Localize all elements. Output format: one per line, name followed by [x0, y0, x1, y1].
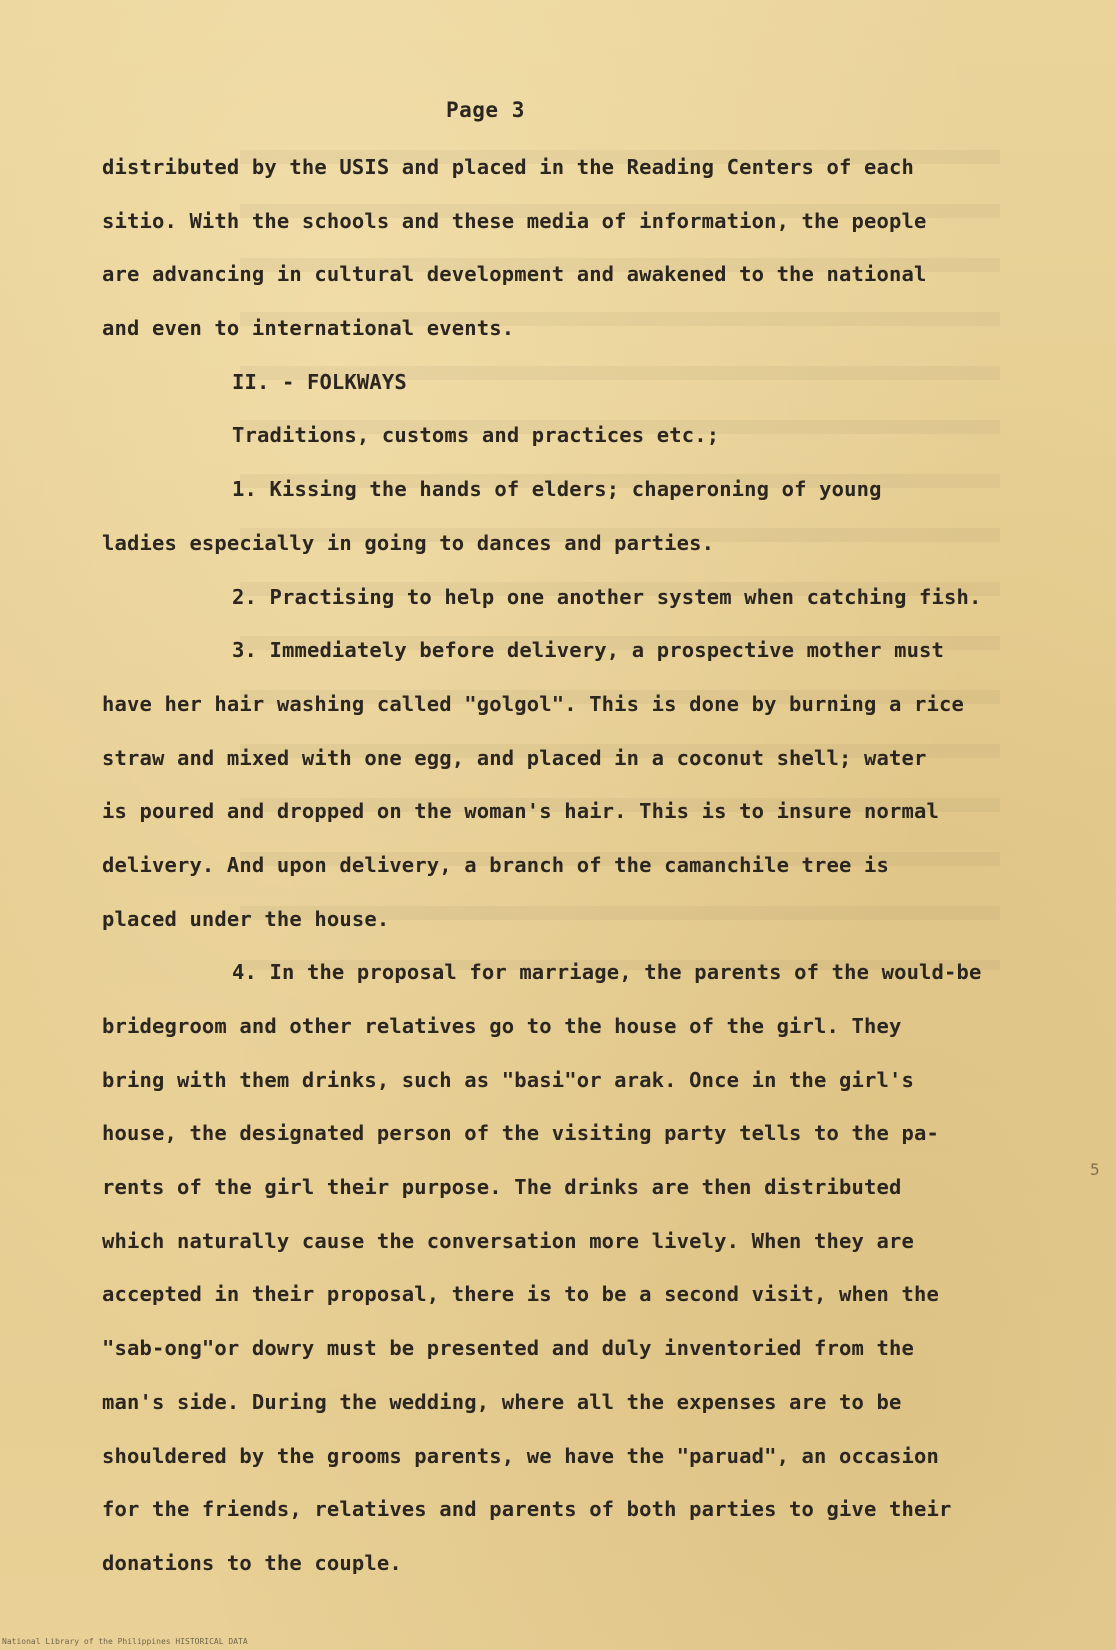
text-line: placed under the house.	[102, 906, 390, 931]
margin-mark: 5	[1090, 1160, 1100, 1179]
text-line: accepted in their proposal, there is to be a second visit, when the	[102, 1282, 939, 1307]
text-line: straw and mixed with one egg, and placed in a coconut shell; water	[102, 745, 927, 770]
text-line: ladies especially in going to dances and parties.	[102, 530, 715, 555]
list-item: 2. Practising to help one another system when catching fish.	[232, 584, 982, 609]
list-item: 3. Immediately before delivery, a prospective mother must	[232, 638, 945, 663]
text-line: bridegroom and other relatives go to the house of the girl. They	[102, 1014, 902, 1038]
section-heading: II. - FOLKWAYS	[232, 369, 407, 394]
text-line: donations to the couple.	[102, 1550, 402, 1575]
text-line: have her hair washing called "golgol". This is done by burning a rice	[102, 691, 964, 716]
text-line: bring with them drinks, such as "basi"or arak. Once in the girl's	[102, 1067, 914, 1092]
list-item: 4. In the proposal for marriage, the parents of the would-be	[232, 960, 982, 985]
text-line: is poured and dropped on the woman's hair. This is to insure normal	[102, 799, 939, 824]
text-line: which naturally cause the conversation more lively. When they are	[102, 1228, 914, 1253]
text-line: and even to international events.	[102, 316, 515, 341]
body-text	[102, 143, 1042, 1593]
text-line: sitio. With the schools and these media of information, the people	[102, 208, 927, 233]
text-line: man's side. During the wedding, where all the expenses are to be	[102, 1389, 902, 1414]
page-number: Page 3	[446, 98, 525, 122]
text-line: distributed by the USIS and placed in the Reading Centers of each	[102, 155, 914, 179]
text-line: are advancing in cultural development and awakened to the national	[102, 262, 927, 287]
subheading: Traditions, customs and practices etc.;	[232, 423, 720, 448]
archive-footer-stamp: National Library of the Philippines HISTORICAL DATA	[2, 1637, 248, 1646]
list-item: 1. Kissing the hands of elders; chaperoning of young	[232, 477, 882, 502]
text-line: shouldered by the grooms parents, we have the "paruad", an occasion	[102, 1443, 939, 1468]
text-line: house, the designated person of the visiting party tells to the pa-	[102, 1121, 939, 1146]
text-line: "sab-ong"or dowry must be presented and duly inventoried from the	[102, 1336, 914, 1361]
text-line: for the friends, relatives and parents of both parties to give their	[102, 1497, 952, 1522]
text-line: rents of the girl their purpose. The drinks are then distributed	[102, 1175, 902, 1200]
text-line: delivery. And upon delivery, a branch of the camanchile tree is	[102, 852, 889, 877]
